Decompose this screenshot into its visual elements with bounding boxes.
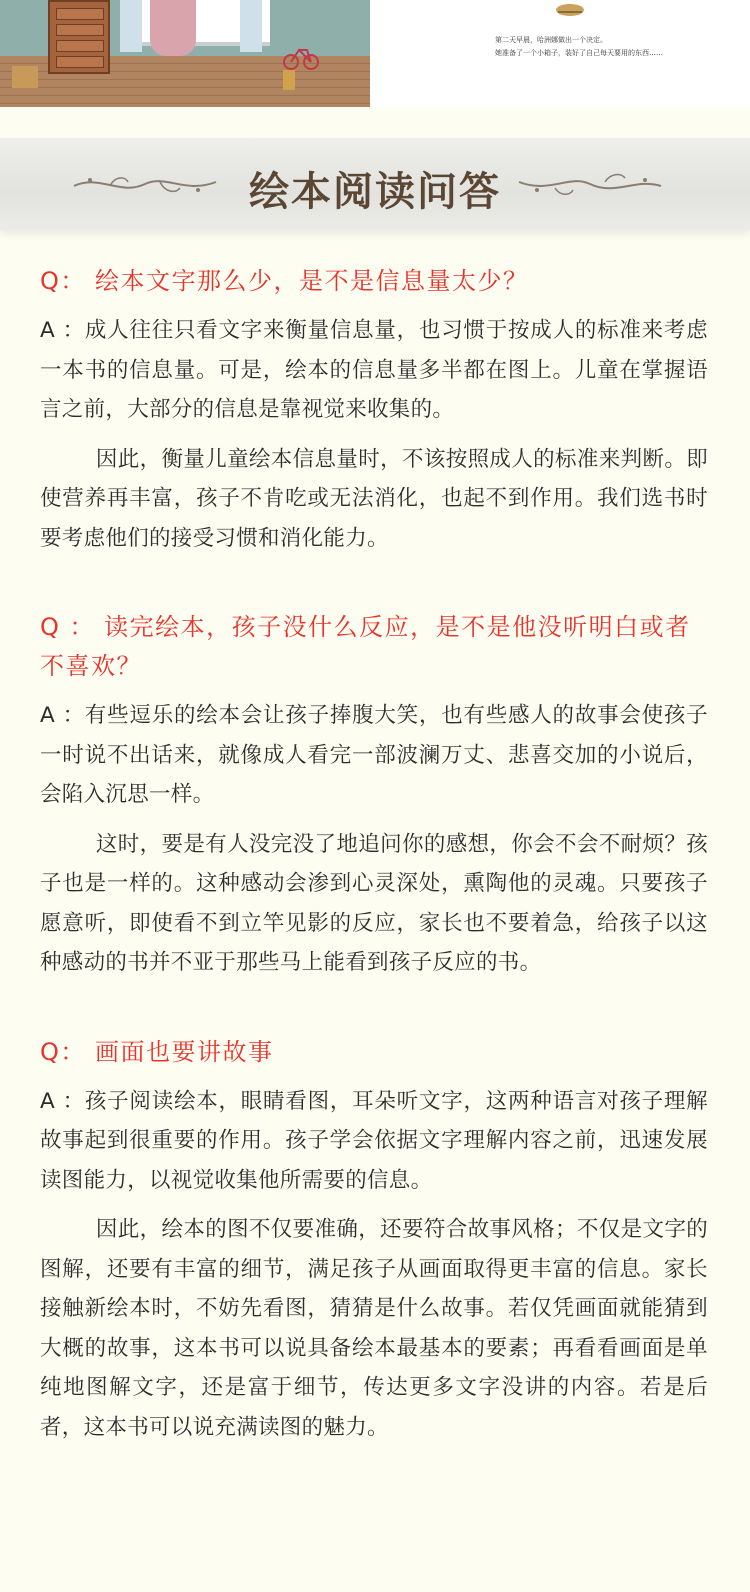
qa-item <box>40 262 708 558</box>
answer-paragraph: 因此，绘本的图不仅要准确，还要符合故事风格；不仅是文字的图解，还要有丰富的细节，满足孩子从画面取得更丰富的信息。家长接触新绘本时，不妨先看图，猜猜是什么故事。若仅凭画面就能猜到大概的故事，这本书可以说具备绘本最基本的要素；再看看画面是单纯地图解文字，还是富于细节，传达更多文字没讲的内容。若是后者，这本书可以说充满读图的魅力。 <box>40 1217 708 1440</box>
cabinet-drawing <box>48 0 110 74</box>
answer-paragraph: 这时，要是有人没完没了地追问你的感想，你会不会不耐烦？孩子也是一样的。这种感动会渗到心灵深处，熏陶他的灵魂。只要孩子愿意听，即使看不到立竿见影的反应，家长也不要着急，给孩子以这种感动的书并不亚于那些马上能看到孩子反应的书。 <box>40 831 708 975</box>
section-title: 绘本阅读问答 <box>249 168 501 215</box>
qa-section <box>40 262 708 1447</box>
character-drawing <box>540 0 600 18</box>
question-heading: Q ： 读完绘本，孩子没什么反应，是不是他没听明白或者不喜欢？ <box>40 613 691 680</box>
answer-paragraph: A ：孩子阅读绘本，眼睛看图，耳朵听文字，这两种语言对孩子理解故事起到很重要的作用。孩子学会依据文字理解内容之前，迅速发展读图能力，以视觉收集他所需要的信息。 <box>40 1088 708 1193</box>
caption-line-1: 第二天早晨，哈洲娜做出一个决定。 <box>495 36 607 44</box>
section-banner <box>0 138 750 230</box>
qa-item <box>40 608 708 983</box>
top-illustration-strip <box>0 0 750 107</box>
question-heading: Q： 画面也要讲故事 <box>40 1037 274 1066</box>
bicycle-drawing <box>283 36 319 72</box>
girl-figure-drawing <box>150 0 196 56</box>
caption-line-2: 她准备了一个小箱子，装好了自己每天要用的东西…… <box>495 49 663 57</box>
answer-paragraph: A ：成人往往只看文字来衡量信息量，也习惯于按成人的标准来考虑一本书的信息量。可是，绘本的信息量多半都在图上。儿童在掌握语言之前，大部分的信息是靠视觉来收集的。 <box>40 318 708 422</box>
answer-paragraph: 因此，衡量儿童绘本信息量时，不该按照成人的标准来判断。即使营养再丰富，孩子不肯吃或无法消化，也起不到作用。我们选书时要考虑他们的接受习惯和消化能力。 <box>40 446 708 551</box>
question-heading: Q： 绘本文字那么少，是不是信息量太少？ <box>40 267 529 295</box>
basket-drawing <box>283 70 295 90</box>
qa-item <box>40 1033 708 1448</box>
picture-book-illustration <box>0 0 370 107</box>
flourish-ornament-right-icon <box>515 166 665 206</box>
box-drawing <box>12 66 38 88</box>
illustration-caption <box>495 34 715 60</box>
answer-paragraph: A ：有些逗乐的绘本会让孩子捧腹大笑，也有些感人的故事会使孩子一时说不出话来，就像成人看完一部波澜万丈、悲喜交加的小说后，会陷入沉思一样。 <box>40 703 708 807</box>
